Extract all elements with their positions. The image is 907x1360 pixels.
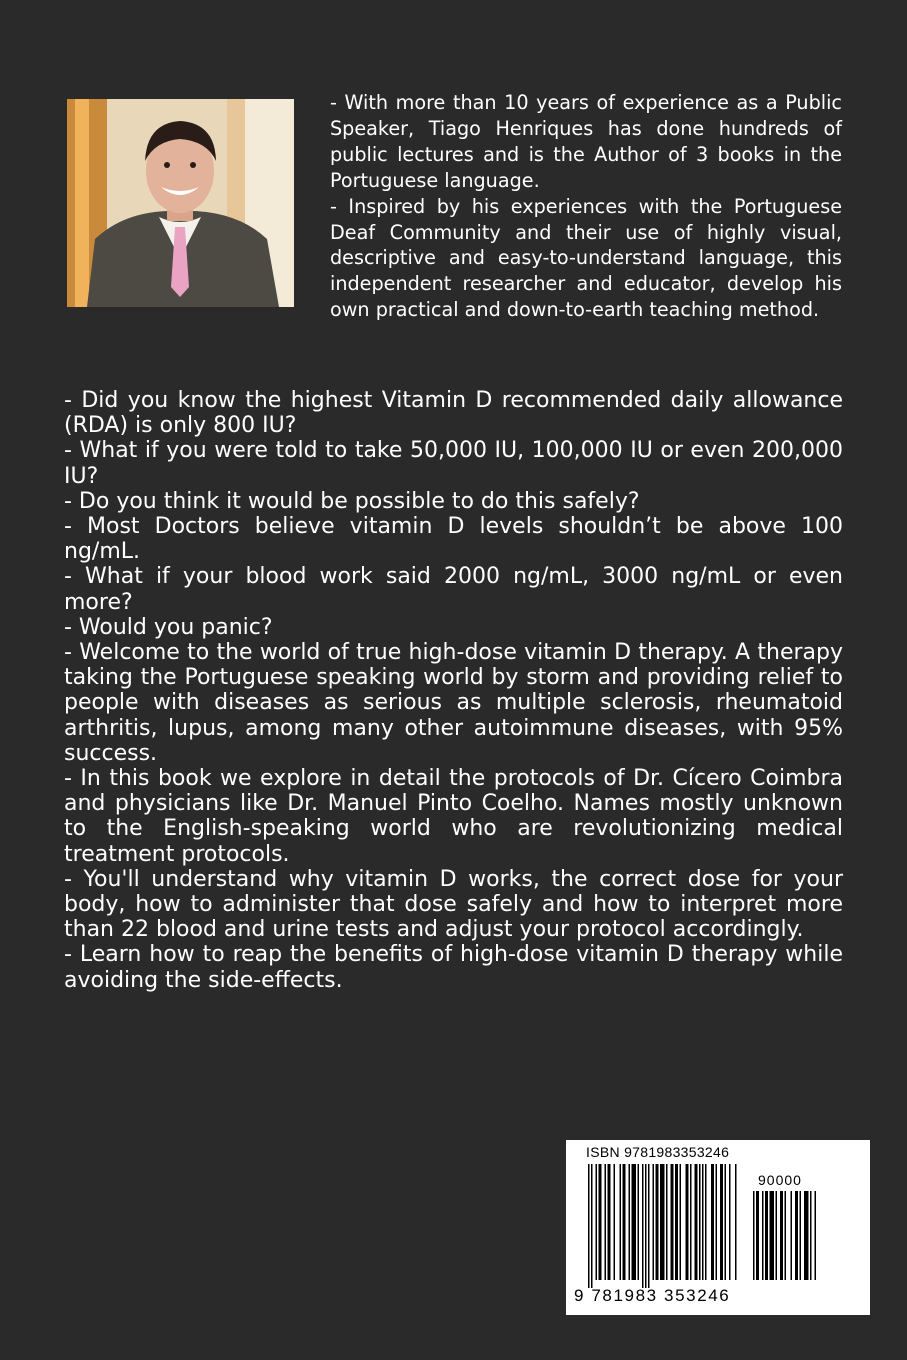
description-paragraph: - In this book we explore in detail the protocols of Dr. Cícero Coimbra and physicians like Dr. Manuel Pinto Coelho. Names mostly unknown to the English-speaking world who are revolutionizing medical treatment protocols. bbox=[64, 766, 843, 867]
isbn-barcode bbox=[566, 1140, 870, 1315]
description-paragraph: - What if you were told to take 50,000 IU, 100,000 IU or even 200,000 IU? bbox=[64, 438, 843, 489]
barcode-bars bbox=[588, 1164, 746, 1288]
description-paragraph: - Welcome to the world of true high-dose vitamin D therapy. A therapy taking the Portuguese speaking world by storm and providing relief to people with diseases as serious as multiple sclerosis, rheumatoid arthritis, lupus, among many other autoimmune diseases, with 95% success. bbox=[64, 640, 843, 766]
description-paragraph: - You'll understand why vitamin D works, the correct dose for your body, how to administer that dose safely and how to interpret more than 22 blood and urine tests and adjust your protocol accordingly. bbox=[64, 866, 843, 943]
author-photo bbox=[67, 99, 294, 307]
isbn-label: ISBN 9781983353246 bbox=[586, 1144, 730, 1160]
description-paragraph: - Do you think it would be possible to do this safely? bbox=[64, 488, 640, 514]
bio-paragraph: - With more than 10 years of experience as a Public Speaker, Tiago Henriques has done hundreds of public lectures and is the Author of 3 books in the Portuguese language. bbox=[330, 91, 842, 192]
price-code: 90000 bbox=[758, 1172, 802, 1188]
book-description bbox=[64, 388, 843, 993]
price-barcode-bars bbox=[753, 1191, 837, 1288]
barcode-digits: 9 781983 353246 bbox=[574, 1286, 731, 1305]
description-paragraph: - Did you know the highest Vitamin D recommended daily allowance (RDA) is only 800 IU? bbox=[64, 388, 843, 439]
bio-paragraph: - Inspired by his experiences with the Portuguese Deaf Community and their use of highly visual, descriptive and easy-to-understand language, this independent researcher and educator, develop his own practical and down-to-earth teaching method. bbox=[330, 194, 842, 322]
description-paragraph: - What if your blood work said 2000 ng/mL, 3000 ng/mL or even more? bbox=[64, 564, 843, 615]
description-paragraph: - Learn how to reap the benefits of high-dose vitamin D therapy while avoiding the side-effects. bbox=[64, 942, 843, 993]
description-paragraph: - Most Doctors believe vitamin D levels shouldn’t be above 100 ng/mL. bbox=[64, 514, 843, 565]
author-bio bbox=[330, 90, 842, 323]
description-paragraph: - Would you panic? bbox=[64, 614, 273, 640]
